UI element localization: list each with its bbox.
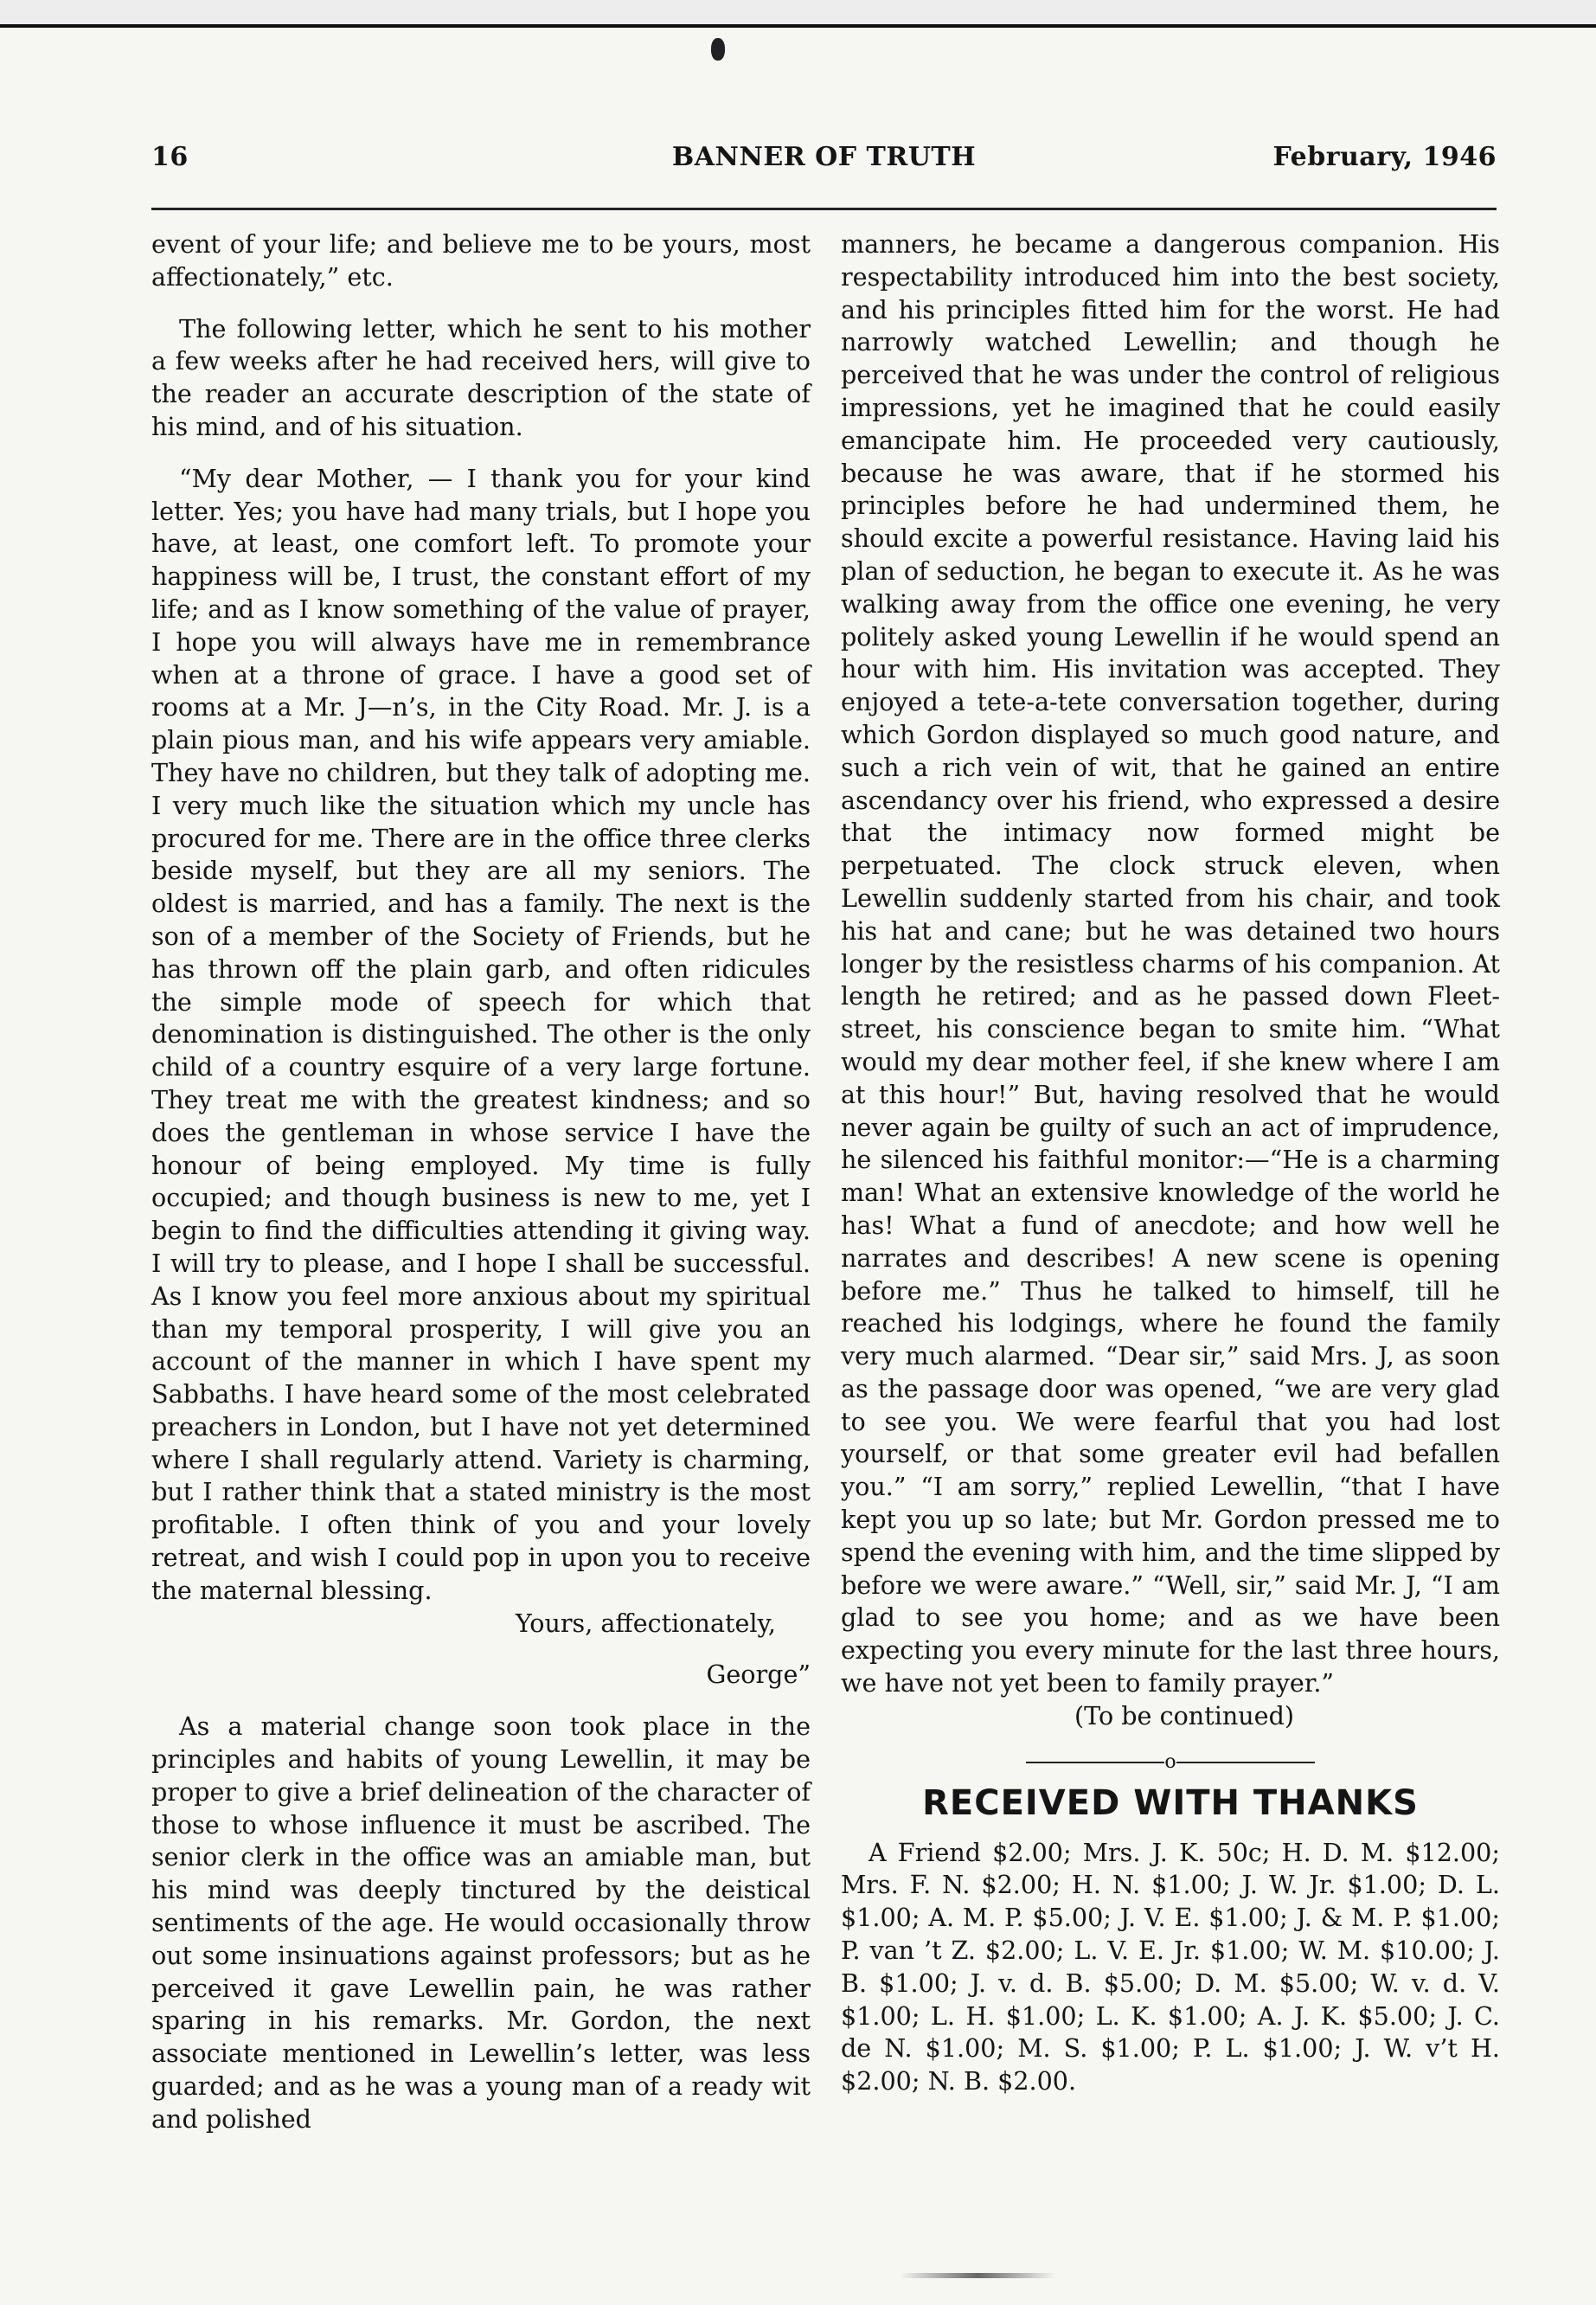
section-divider [841, 1752, 1500, 1773]
page-header [151, 142, 1497, 185]
section-heading: RECEIVED WITH THANKS [922, 1782, 1419, 1823]
donations-list: A Friend $2.00; Mrs. J. K. 50c; H. D. M. $12.00; Mrs. F. N. $2.00; H. N. $1.00; J. W. Jr. $1.00; D. L. $1.00; A. M. P. $5.00; J. V. E. $1.00; J. & M. P. $1.00; P. van ’t Z. $2.00; L. V. E. Jr. $1.00; W. M. $10.00; J. B. $1.00; J. v. d. B. $5.00; D. M. $5.00; W. v. d. V. $1.00; L. H. $1.00; L. K. $1.00; A. J. K. $5.00; J. C. de N. $1.00; M. S. $1.00; P. L. $1.00; J. W. v’t H. $2.00; N. B. $2.00. [841, 1837, 1500, 2096]
paragraph: manners, he became a dangerous companion. His respectability introduced him into the best society, and his principles fitted him for the worst. He had narrowly watched Lewellin; and though he perceived that he was under the control of religious impressions, yet he imagined that he could easily emancipate him. He proceeded very cautiously, because he was aware, that if he stormed his principles before he had undermined them, he should excite a powerful resistance. Having laid his plan of seduction, he began to execute it. As he was walking away from the office one evening, he very politely asked young Lewellin if he would spend an hour with him. His invitation was accepted. They enjoyed a tete-a-tete conversation together, during which Gordon displayed so much good nature, and such a rich vein of wit, that he gained an entire ascendancy over his friend, who expressed a desire that the intimacy now formed might be perpetuated. The clock struck eleven, when Lewellin suddenly started from his chair, and took his hat and cane; but he was detained two hours longer by the resistless charms of his companion. At length he retired; and as he passed down Fleet-street, his conscience began to smite him. “What would my dear mother feel, if she knew where I am at this hour!” But, having resolved that he would never again be guilty of such an act of imprudence, he silenced his faithful monitor:—“He is a charming man! What an extensive knowledge of the world he has! What a fund of anecdote; and how well he narrates and describes! A new scene is opening before me.” Thus he talked to himself, till he reached his lodgings, where he found the family very much alarmed. “Dear sir,” said Mrs. J, as soon as the passage door was opened, “we are very glad to see you. We were fearful that you had lost yourself, or that some greater evil had befallen you.” “I am sorry,” replied Lewellin, “that I have kept you up so late; but Mr. Gordon pressed me to spend the evening with him, and the time slipped by before we were aware.” “Well, sir,” said Mr. J, “I am glad to see you home; and as we have been expecting you every minute for the last three hours, we have not yet been to family prayer.” [841, 229, 1500, 1698]
paragraph: event of your life; and believe me to be yours, most affectionately,” etc. [151, 229, 811, 292]
publication-title: BANNER OF TRUTH [671, 142, 977, 172]
divider-mark: o [1164, 1750, 1176, 1773]
paragraph: The following letter, which he sent to his mother a few weeks after he had received hers, will give to the reader an accurate description of the state of his mind, and of his situation. [151, 313, 811, 441]
paragraph: As a material change soon took place in the principles and habits of young Lewellin, it may be proper to give a brief delineation of the character of those to whose influence it must be ascribed. The senior clerk in the office was an amiable man, but his mind was deeply tinctured by the deistical sentiments of the age. He would occasionally throw out some insinuations against professors; but as he perceived it gave Lewellin pain, he was rather sparing in his remarks. Mr. Gordon, the next associate mentioned in Lewellin’s letter, was less guarded; and as he was a young man of a ready wit and polished [151, 1711, 811, 2134]
continued-note: (To be continued) [1074, 1700, 1295, 1730]
magazine-page [0, 24, 1596, 2305]
left-column [151, 228, 811, 2155]
right-column [841, 228, 1500, 2117]
issue-date: February, 1946 [1272, 142, 1497, 172]
letter-signature: George” [706, 1660, 811, 1690]
print-smudge [900, 2273, 1055, 2278]
letter-closing: Yours, affectionately, [515, 1608, 776, 1638]
page-number: 16 [151, 142, 189, 172]
header-rule [151, 208, 1497, 210]
letter-body: “My dear Mother, — I thank you for your kind letter. Yes; you have had many trials, but I hope you have, at least, one comfort left. To promote your happiness will be, I trust, the constant effort of my life; and as I know something of the value of prayer, I hope you will always have me in remembrance when at a throne of grace. I have a good set of rooms at a Mr. J—n’s, in the City Road. Mr. J. is a plain pious man, and his wife appears very amiable. They have no children, but they talk of adopting me. I very much like the situation which my uncle has procured for me. There are in the office three clerks beside myself, but they are all my seniors. The oldest is married, and has a family. The next is the son of a member of the Society of Friends, but he has thrown off the plain garb, and often ridicules the simple mode of speech for which that denomination is distinguished. The other is the only child of a country esquire of a very large fortune. They treat me with the greatest kindness; and so does the gentleman in whose service I have the honour of being employed. My time is fully occupied; and though business is new to me, yet I begin to find the difficulties attending it giving way. I will try to please, and I hope I shall be successful. As I know you feel more anxious about my spiritual than my temporal prosperity, I will give you an account of the manner in which I have spent my Sabbaths. I have heard some of the most celebrated preachers in London, but I have not yet determined where I shall regularly attend. Variety is charming, but I rather think that a stated ministry is the most profitable. I often think of you and your lovely retreat, and wish I could pop in upon you to receive the maternal blessing. [151, 463, 811, 1605]
binding-hole-mark [711, 38, 725, 61]
